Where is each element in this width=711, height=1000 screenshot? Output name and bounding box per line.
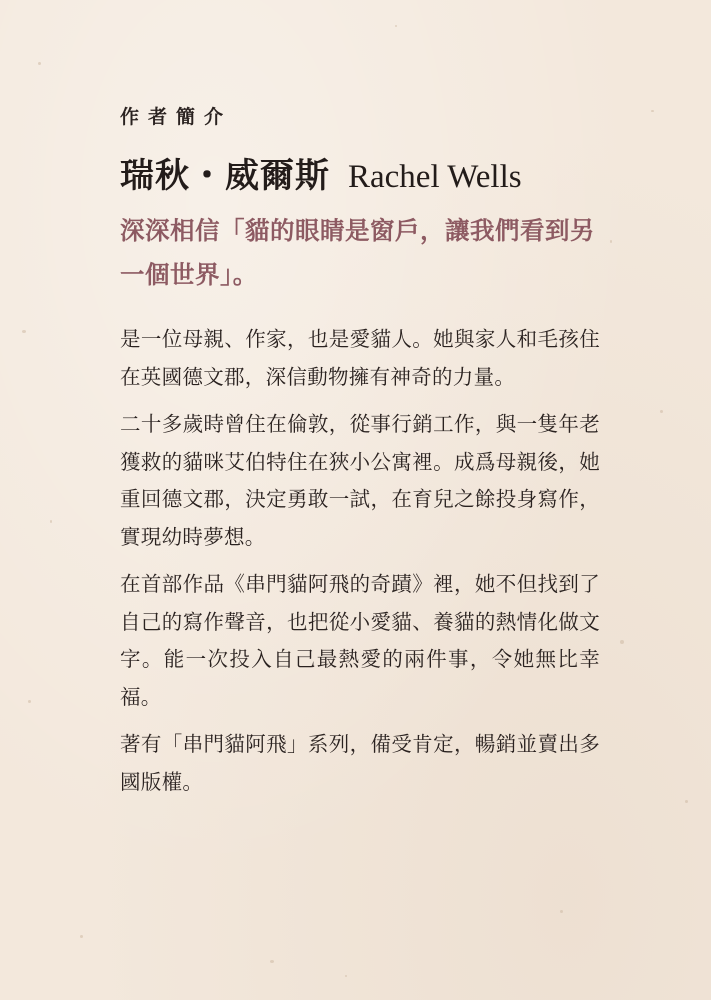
- paper-speck: [28, 700, 31, 703]
- tagline: 深深相信「貓的眼睛是窗戶，讓我們看到另一個世界」。: [120, 216, 595, 289]
- paper-speck: [660, 410, 663, 413]
- paper-speck: [685, 800, 688, 803]
- paper-speck: [80, 935, 83, 938]
- author-intro: [120, 100, 600, 801]
- paper-speck: [38, 62, 41, 65]
- paper-speck: [270, 960, 274, 963]
- paper-speck: [651, 110, 654, 112]
- section-label: 作者簡介: [120, 106, 233, 128]
- paper-speck: [22, 330, 26, 333]
- bio-paragraph: 在首部作品《串門貓阿飛的奇蹟》裡，她不但找到了自己的寫作聲音，也把從小愛貓、養貓的熱情化做文字。能一次投入自己最熱愛的兩件事，令她無比幸福。: [120, 572, 600, 709]
- author-name-zh: 瑞秋・威爾斯: [120, 156, 330, 196]
- bio-paragraph: 是一位母親、作家，也是愛貓人。她與家人和毛孩住在英國德文郡，深信動物擁有神奇的力量。: [120, 327, 600, 389]
- author-name-en: Rachel Wells: [348, 159, 522, 195]
- paper-speck: [610, 240, 612, 243]
- paper-speck: [560, 910, 563, 913]
- bio-paragraph: 二十多歲時曾住在倫敦，從事行銷工作，與一隻年老獲救的貓咪艾伯特住在狹小公寓裡。成爲母親後，她重回德文郡，決定勇敢一試，在育兒之餘投身寫作，實現幼時夢想。: [120, 412, 600, 549]
- paper-speck: [50, 520, 52, 523]
- author-name: [120, 148, 600, 197]
- paper-speck: [620, 640, 624, 644]
- paper-speck: [395, 25, 397, 27]
- paper-speck: [345, 975, 347, 977]
- bio-paragraph: 著有「串門貓阿飛」系列，備受肯定，暢銷並賣出多國版權。: [120, 732, 600, 794]
